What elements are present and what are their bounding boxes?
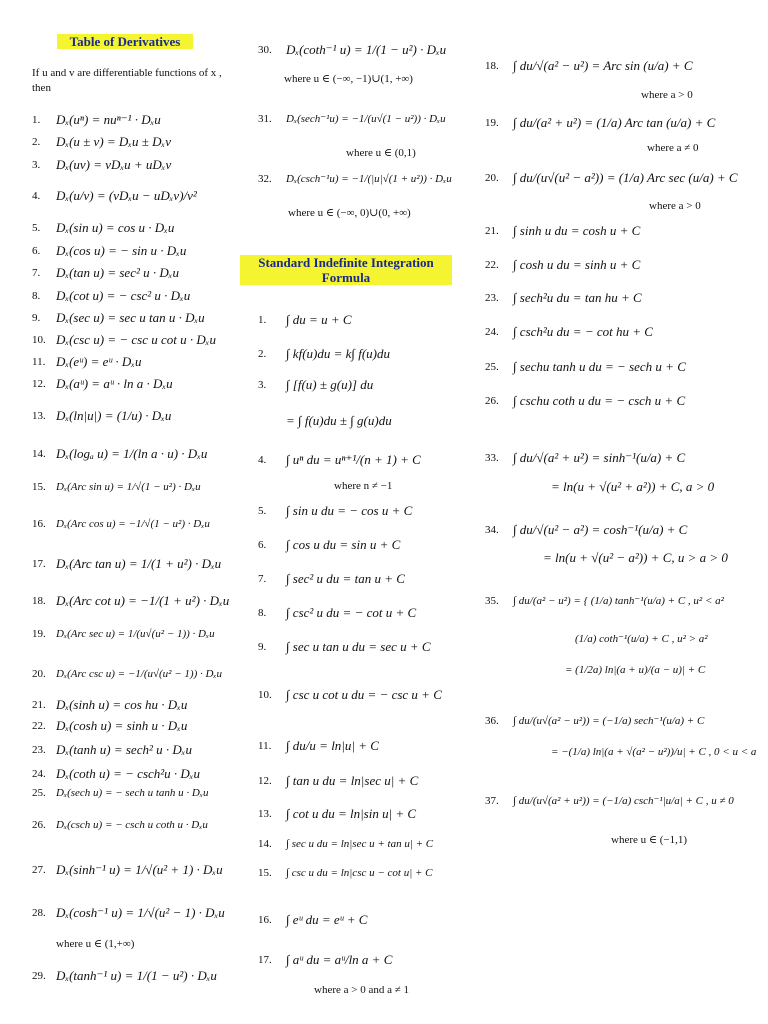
integral-19: 19. ∫ du/(a² + u²) = (1/a) Arc tan (u/a) + C (485, 115, 716, 130)
derivative-27: 27. Dₓ(sinh⁻¹ u) = 1/√(u² + 1) · Dₓu (32, 862, 223, 877)
derivative-10: 10. Dₓ(csc u) = − csc u cot u · Dₓu (32, 332, 216, 347)
intro-text: If u and v are differentiable functions of x , then (32, 67, 222, 94)
derivative-13: 13. Dₓ(ln|u|) = (1/u) · Dₓu (32, 408, 172, 423)
integral-2: 2. ∫ kf(u)du = k∫ f(u)du (258, 346, 390, 361)
integral-21: 21. ∫ sinh u du = cosh u + C (485, 223, 641, 238)
integral-8: 8. ∫ csc² u du = − cot u + C (258, 605, 417, 620)
integral-17-note: where a > 0 and a ≠ 1 (314, 984, 410, 996)
integral-33: 33. ∫ du/√(a² + u²) = sinh⁻¹(u/a) + C (485, 450, 686, 465)
integral-18: 18. ∫ du/√(a² − u²) = Arc sin (u/a) + C (485, 58, 693, 73)
derivative-8: 8. Dₓ(cot u) = − csc² u · Dₓu (32, 288, 191, 303)
derivative-12: 12. Dₓ(aᵘ) = aᵘ · ln a · Dₓu (32, 376, 173, 391)
integral-16: 16. ∫ eᵘ du = eᵘ + C (258, 912, 368, 927)
integral-34: 34. ∫ du/√(u² − a²) = cosh⁻¹(u/a) + C (485, 522, 688, 537)
derivative-30: 30. Dₓ(coth⁻¹ u) = 1/(1 − u²) · Dₓu (258, 42, 447, 57)
derivative-7: 7. Dₓ(tan u) = sec² u · Dₓu (32, 265, 179, 280)
integral-37: 37. ∫ du/(u√(a² + u²)) = (−1/a) csch⁻¹|u/a| + C , u ≠ 0 (485, 794, 734, 807)
integral-4: 4. ∫ uⁿ du = uⁿ⁺¹/(n + 1) + C (258, 452, 421, 467)
integral-35-cont: (1/a) coth⁻¹(u/a) + C , u² > a² (575, 633, 708, 645)
integral-23: 23. ∫ sech²u du = tan hu + C (485, 290, 642, 305)
integral-17: 17. ∫ aᵘ du = aᵘ/ln a + C (258, 952, 393, 967)
integral-20: 20. ∫ du/(u√(u² − a²)) = (1/a) Arc sec (u/a) + C (485, 170, 738, 185)
integral-36: 36. ∫ du/(u√(a² − u²)) = (−1/a) sech⁻¹(u/a) + C (485, 714, 705, 727)
integral-19-note: where a ≠ 0 (647, 142, 699, 154)
derivative-28: 28. Dₓ(cosh⁻¹ u) = 1/√(u² − 1) · Dₓu (32, 905, 225, 920)
derivative-18: 18. Dₓ(Arc cot u) = −1/(1 + u²) · Dₓu (32, 593, 230, 608)
integral-20-note: where a > 0 (649, 200, 701, 212)
integral-4-note: where n ≠ −1 (334, 480, 393, 492)
derivative-28-note: where u ∈ (1,+∞) (56, 938, 135, 950)
derivative-3: 3. Dₓ(uv) = vDₓu + uDₓv (32, 157, 172, 172)
derivative-6: 6. Dₓ(cos u) = − sin u · Dₓu (32, 243, 187, 258)
middle-column (258, 0, 483, 1024)
integral-35-cont2: = (1/2a) ln|(a + u)/(a − u)| + C (565, 664, 706, 676)
derivative-16: 16. Dₓ(Arc cos u) = −1/√(1 − u²) · Dₓu (32, 518, 210, 530)
integral-10: 10. ∫ csc u cot u du = − csc u + C (258, 687, 442, 702)
integral-12: 12. ∫ tan u du = ln|sec u| + C (258, 773, 419, 788)
integral-36-cont: = −(1/a) ln|(a + √(a² − u²))/u| + C , 0 < u < a (551, 746, 757, 758)
derivative-9: 9. Dₓ(sec u) = sec u tan u · Dₓu (32, 310, 205, 325)
integral-26: 26. ∫ cschu coth u du = − csch u + C (485, 393, 686, 408)
derivative-31: 31. Dₓ(sech⁻¹u) = −1/(u√(1 − u²)) · Dₓu (258, 112, 446, 125)
derivative-32: 32. Dₓ(csch⁻¹u) = −1/(|u|√(1 + u²)) · Dₓu (258, 172, 452, 185)
derivative-2: 2. Dₓ(u ± v) = Dₓu ± Dₓv (32, 134, 171, 149)
derivative-30-note: where u ∈ (−∞, −1)∪(1, +∞) (284, 73, 413, 85)
integral-34-cont: = ln(u + √(u² − a²)) + C, u > a > 0 (543, 550, 728, 565)
integral-13: 13. ∫ cot u du = ln|sin u| + C (258, 806, 417, 821)
derivative-23: 23. Dₓ(tanh u) = sech² u · Dₓu (32, 742, 192, 757)
integral-15: 15. ∫ csc u du = ln|csc u − cot u| + C (258, 867, 433, 879)
integral-33-cont: = ln(u + √(u² + a²)) + C, a > 0 (551, 479, 715, 494)
integral-37-note: where u ∈ (−1,1) (611, 834, 688, 846)
derivative-26: 26. Dₓ(csch u) = − csch u coth u · Dₓu (32, 819, 208, 831)
integral-14: 14. ∫ sec u du = ln|sec u + tan u| + C (258, 838, 434, 850)
integral-3: 3. ∫ [f(u) ± g(u)] du (258, 377, 374, 392)
derivative-31-note: where u ∈ (0,1) (346, 147, 416, 159)
heading-table-of-derivatives: Table of Derivatives (57, 34, 193, 49)
derivative-20: 20. Dₓ(Arc csc u) = −1/(u√(u² − 1)) · Dₓu (32, 668, 223, 680)
integral-7: 7. ∫ sec² u du = tan u + C (258, 571, 405, 586)
integral-3-cont: = ∫ f(u)du ± ∫ g(u)du (286, 413, 392, 428)
derivative-29: 29. Dₓ(tanh⁻¹ u) = 1/(1 − u²) · Dₓu (32, 968, 217, 983)
derivative-21: 21. Dₓ(sinh u) = cos hu · Dₓu (32, 697, 188, 712)
integral-25: 25. ∫ sechu tanh u du = − sech u + C (485, 359, 686, 374)
derivative-5: 5. Dₓ(sin u) = cos u · Dₓu (32, 220, 175, 235)
heading-standard-indefinite-integration: Standard Indefinite Integration Formula (240, 255, 452, 285)
derivative-15: 15. Dₓ(Arc sin u) = 1/√(1 − u²) · Dₓu (32, 481, 201, 493)
derivative-17: 17. Dₓ(Arc tan u) = 1/(1 + u²) · Dₓu (32, 556, 222, 571)
derivative-14: 14. Dₓ(logₐ u) = 1/(ln a · u) · Dₓu (32, 446, 208, 461)
integral-1: 1. ∫ du = u + C (258, 312, 352, 327)
integral-5: 5. ∫ sin u du = − cos u + C (258, 503, 413, 518)
integral-24: 24. ∫ csch²u du = − cot hu + C (485, 324, 653, 339)
integral-35: 35. ∫ du/(a² − u²) = { (1/a) tanh⁻¹(u/a) + C , u² < a² (485, 594, 724, 607)
right-column (485, 0, 765, 1024)
derivative-19: 19. Dₓ(Arc sec u) = 1/(u√(u² − 1)) · Dₓu (32, 628, 215, 640)
derivative-24: 24. Dₓ(coth u) = − csch²u · Dₓu (32, 766, 200, 781)
derivative-22: 22. Dₓ(cosh u) = sinh u · Dₓu (32, 718, 188, 733)
integral-6: 6. ∫ cos u du = sin u + C (258, 537, 401, 552)
integral-11: 11. ∫ du/u = ln|u| + C (258, 738, 379, 753)
derivative-25: 25. Dₓ(sech u) = − sech u tanh u · Dₓu (32, 787, 209, 799)
derivative-32-note: where u ∈ (−∞, 0)∪(0, +∞) (288, 207, 411, 219)
integral-18-note: where a > 0 (641, 89, 693, 101)
integral-22: 22. ∫ cosh u du = sinh u + C (485, 257, 641, 272)
integral-9: 9. ∫ sec u tan u du = sec u + C (258, 639, 431, 654)
derivative-1: 1. Dₓ(uⁿ) = nuⁿ⁻¹ · Dₓu (32, 112, 161, 127)
derivative-11: 11. Dₓ(eᵘ) = eᵘ · Dₓu (32, 354, 142, 369)
derivative-4: 4. Dₓ(u/v) = (vDₓu − uDₓv)/v² (32, 188, 197, 203)
derivatives-column (32, 0, 250, 1024)
